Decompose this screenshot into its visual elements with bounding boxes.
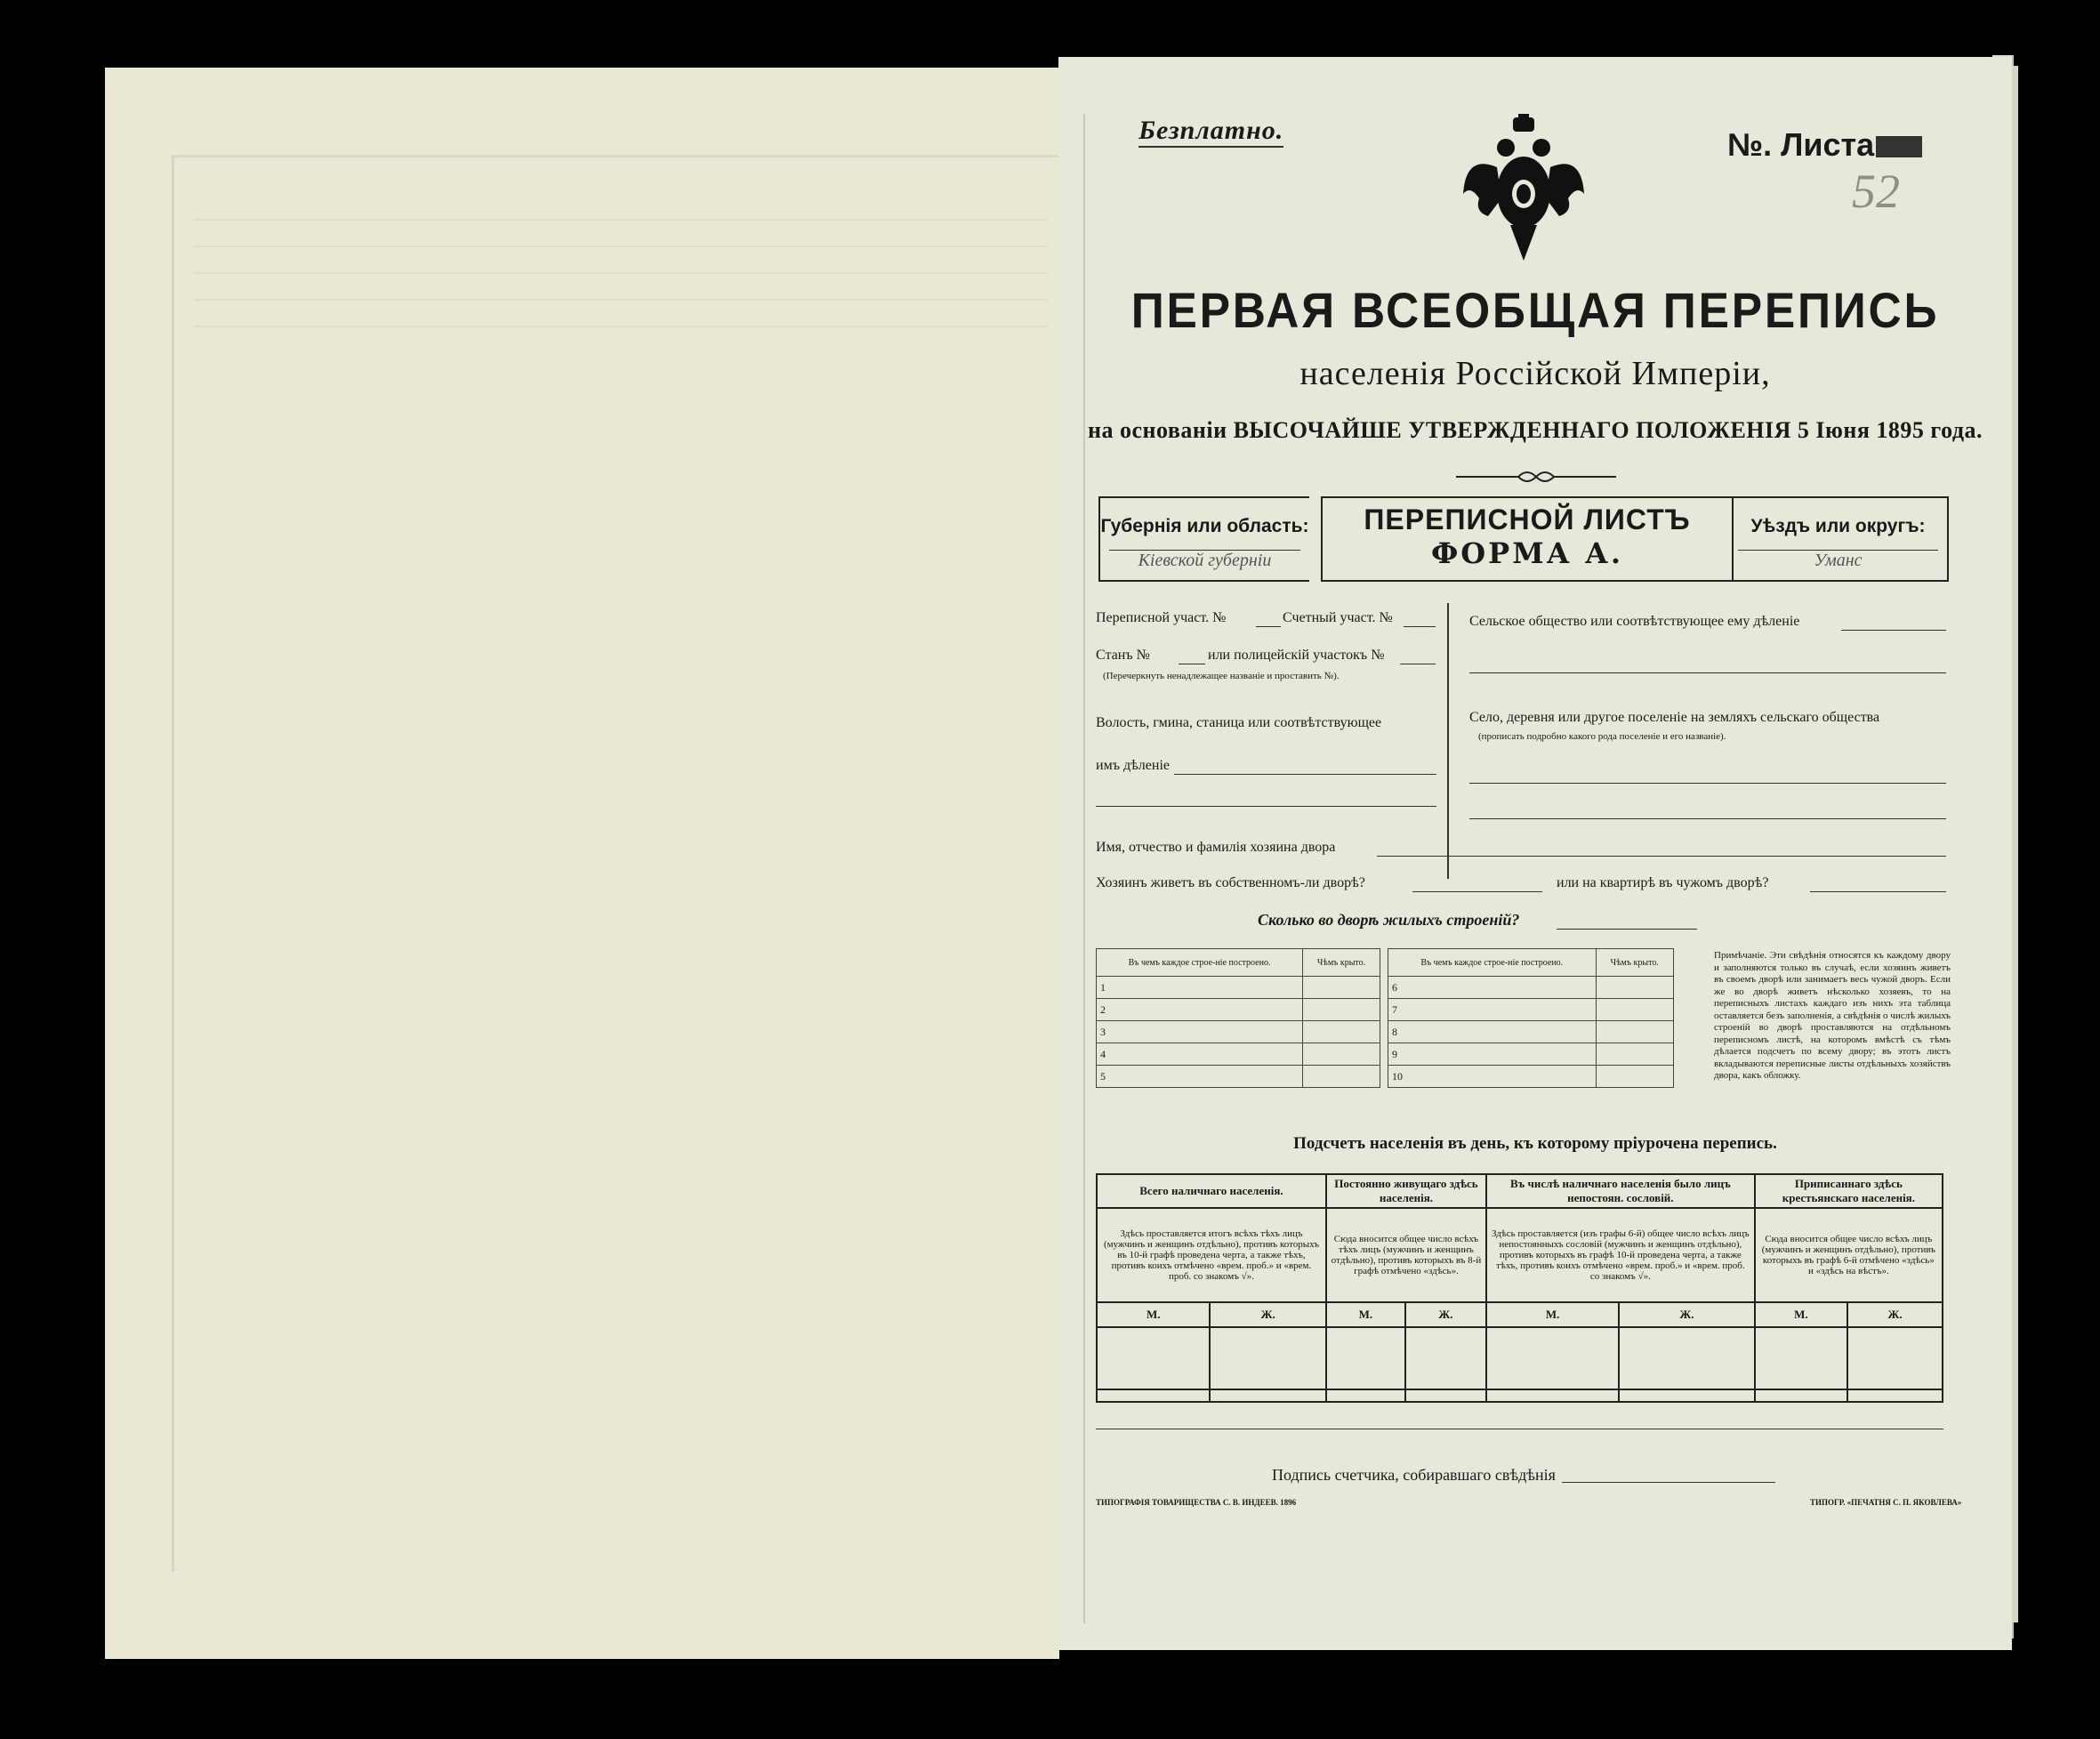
buildings-question: Сколько во дворѣ жилыхъ строеній? bbox=[1258, 911, 1520, 929]
fields-vertical-divider bbox=[1447, 603, 1449, 879]
left-page-bleedthrough bbox=[194, 210, 1048, 352]
buildings-col-material: Въ чемъ каждое строе-ніе построено. bbox=[1388, 949, 1597, 977]
census-decree-line: на основаніи ВЫСОЧАЙШЕ УТВЕРЖДЕННАГО ПОЛОЖЕНІЯ 5 Іюня 1895 года. bbox=[1088, 417, 1983, 443]
volost-label: Волость, гмина, станица или соотвѣтствующее bbox=[1096, 715, 1382, 730]
imprint-left: ТИПОГРАФІЯ ТОВАРИЩЕСТВА С. В. ИНДЕЕВ. 1896 bbox=[1096, 1498, 1297, 1507]
census-subtitle: населенія Россійской Имперіи, bbox=[1299, 355, 1771, 392]
count-col-desc-3: Здѣсь проставляется (изъ графы 6-й) общее число всѣхъ лицъ непостоянныхъ сословій (мужчинъ и женщинъ отдѣльно), противъ которыхъ въ графѣ 10-й проведена черта, а также тѣхъ, противъ коихъ отмѣчено «врем. проб.» и «врем. проб. со знакомъ √». bbox=[1486, 1208, 1755, 1302]
perepis-uchastok-label: Переписной участ. № bbox=[1096, 610, 1227, 625]
count-col-head-1: Всего наличнаго населенія. bbox=[1097, 1174, 1326, 1208]
owner-own-yard-line bbox=[1412, 891, 1542, 892]
row-number: 4 bbox=[1097, 1043, 1303, 1066]
list-number-label bbox=[1727, 126, 1922, 164]
female-col-1: Ж. bbox=[1210, 1302, 1325, 1327]
selskoe-line-2 bbox=[1469, 672, 1946, 673]
gubernia-box bbox=[1098, 496, 1309, 582]
owner-name-line bbox=[1377, 856, 1946, 857]
row-number: 5 bbox=[1097, 1066, 1303, 1088]
stan-note: (Перечеркнуть ненадлежащее названіе и проставить №). bbox=[1103, 671, 1340, 681]
count-col-desc-4: Сюда вносится общее число всѣхъ лицъ (мужчинъ и женщинъ отдѣльно), противъ которыхъ въ графѣ 6-й отмѣчено «здѣсь» и «здѣсь на вѣстъ». bbox=[1755, 1208, 1943, 1302]
table-row bbox=[1388, 977, 1674, 999]
selo-label: Село, деревня или другое поселеніе на земляхъ сельскаго общества bbox=[1469, 710, 1880, 725]
left-page bbox=[105, 68, 1059, 1659]
row-number: 6 bbox=[1388, 977, 1597, 999]
row-number: 3 bbox=[1097, 1021, 1303, 1043]
selskoe-line-1 bbox=[1841, 630, 1946, 631]
free-label: Безплатно. bbox=[1139, 116, 1283, 148]
census-form-page bbox=[1058, 57, 2012, 1650]
owner-rent-line bbox=[1810, 891, 1946, 892]
volost-line-1 bbox=[1174, 774, 1436, 775]
table-row bbox=[1097, 1066, 1380, 1088]
count-col-desc-2: Сюда вносится общее число всѣхъ тѣхъ лицъ (мужчинъ и женщинъ отдѣльно), противъ которыхъ въ 8-й графѣ отмѣчено «здѣсь». bbox=[1326, 1208, 1486, 1302]
count-col-head-2: Постоянно живущаго здѣсь населенія. bbox=[1326, 1174, 1486, 1208]
male-col-3: М. bbox=[1486, 1302, 1619, 1327]
uezd-label: Уѣздъ или округъ: bbox=[1750, 516, 1926, 536]
schetny-uchastok-line bbox=[1404, 626, 1436, 627]
list-number-text: №. Листа bbox=[1727, 126, 1875, 163]
side-note: Примѣчаніе. Эти свѣдѣнія относятся къ каждому двору и заполняются только въ случаѣ, если хозяинъ живетъ въ своемъ дворѣ или занимаетъ весь чужой дворъ. Если же во дворѣ живетъ нѣсколько хозяевъ, то на переписныхъ листахъ каждаго изъ нихъ эта таблица оставляется безъ заполненія, а свѣдѣнія о числѣ жилыхъ строеній во дворѣ проставляются на отдѣльномъ переписномъ листѣ, на которомъ вмѣстѣ съ тѣмъ дѣлается подсчетъ по всему двору; въ этотъ листъ вкладываются переписные листы отдѣльныхъ хозяйствъ двора, какъ обложку. bbox=[1714, 950, 1951, 1081]
row-number: 10 bbox=[1388, 1066, 1597, 1088]
table-row bbox=[1388, 1043, 1674, 1066]
signature-line bbox=[1562, 1482, 1775, 1483]
buildings-col-roof: Чѣмъ крыто. bbox=[1596, 949, 1673, 977]
count-col-head-3: Въ числѣ наличнаго населенія было лицъ непостоян. сословій. bbox=[1486, 1174, 1755, 1208]
form-title: ПЕРЕПИСНОЙ ЛИСТЪ bbox=[1364, 503, 1691, 535]
table-row bbox=[1097, 999, 1380, 1021]
row-number: 7 bbox=[1388, 999, 1597, 1021]
stan-label: Станъ № bbox=[1096, 648, 1150, 663]
female-col-4: Ж. bbox=[1847, 1302, 1943, 1327]
row-number: 9 bbox=[1388, 1043, 1597, 1066]
row-number: 2 bbox=[1097, 999, 1303, 1021]
selskoe-label: Сельское общество или соотвѣтствующее ему дѣленіе bbox=[1469, 614, 1800, 629]
selo-note: (прописать подробно какого рода поселеніе и его названіе). bbox=[1478, 731, 1726, 742]
list-number-blackout bbox=[1876, 136, 1922, 157]
form-title-box bbox=[1321, 496, 1734, 582]
male-col-1: М. bbox=[1097, 1302, 1210, 1327]
imperial-eagle-emblem bbox=[1461, 114, 1586, 265]
handwritten-number: 52 bbox=[1852, 165, 1900, 218]
volost-line-2 bbox=[1096, 806, 1436, 807]
buildings-table-left bbox=[1096, 948, 1380, 1088]
owner-name-label: Имя, отчество и фамилія хозяина двора bbox=[1096, 840, 1336, 855]
count-col-desc-1: Здѣсь проставляется итогъ всѣхъ тѣхъ лицъ (мужчинъ и женщинъ отдѣльно), противъ которыхъ въ 10-й графѣ проведена черта, а также тѣхъ, противъ коихъ отмѣчено «врем. проб.» и «врем. проб. со знакомъ √». bbox=[1097, 1208, 1326, 1302]
signature-label: Подпись счетчика, собиравшаго свѣдѣнія bbox=[1272, 1466, 1556, 1484]
buildings-line bbox=[1557, 929, 1697, 930]
table-row bbox=[1097, 1043, 1380, 1066]
table-row bbox=[1388, 1066, 1674, 1088]
male-col-4: М. bbox=[1755, 1302, 1847, 1327]
perepis-uchastok-line bbox=[1256, 626, 1281, 627]
buildings-table-right bbox=[1388, 948, 1674, 1088]
owner-own-yard-label: Хозяинъ живетъ въ собственномъ-ли дворѣ? bbox=[1096, 875, 1365, 890]
buildings-col-roof: Чѣмъ крыто. bbox=[1303, 949, 1380, 977]
ornament-divider bbox=[1456, 466, 1616, 487]
gubernia-label: Губернія или область: bbox=[1100, 516, 1309, 536]
gubernia-value: Кіевской губерніи bbox=[1109, 550, 1300, 571]
female-col-2: Ж. bbox=[1405, 1302, 1486, 1327]
uezd-value: Уманс bbox=[1738, 550, 1938, 571]
politseisky-label: или полицейскій участокъ № bbox=[1208, 648, 1385, 663]
imprint-right: ТИПОГР. «ПЕЧАТНЯ С. П. ЯКОВЛЕВА» bbox=[1810, 1498, 1962, 1507]
buildings-col-material: Въ чемъ каждое строе-ніе построено. bbox=[1097, 949, 1303, 977]
count-col-head-4: Приписаннаго здѣсь крестьянскаго населенія. bbox=[1755, 1174, 1943, 1208]
selo-line-1 bbox=[1469, 783, 1946, 784]
form-name: ФОРМА А. bbox=[1430, 536, 1624, 570]
left-page-frame bbox=[172, 155, 1064, 1572]
row-number: 8 bbox=[1388, 1021, 1597, 1043]
census-title: ПЕРВАЯ ВСЕОБЩАЯ ПЕРЕПИСЬ bbox=[1130, 282, 1940, 338]
count-heading: Подсчетъ населенія въ день, къ которому пріурочена перепись. bbox=[1293, 1134, 1777, 1153]
table-row bbox=[1388, 999, 1674, 1021]
selo-line-2 bbox=[1469, 818, 1946, 819]
table-row bbox=[1388, 1021, 1674, 1043]
male-col-2: М. bbox=[1326, 1302, 1405, 1327]
uezd-box bbox=[1729, 496, 1949, 582]
female-col-3: Ж. bbox=[1619, 1302, 1755, 1327]
owner-rent-label: или на квартирѣ въ чужомъ дворѣ? bbox=[1557, 875, 1769, 890]
table-row bbox=[1097, 1021, 1380, 1043]
row-number: 1 bbox=[1097, 977, 1303, 999]
schetny-uchastok-label: Счетный участ. № bbox=[1283, 610, 1393, 625]
volost-delenie-label: имъ дѣленіе bbox=[1096, 758, 1170, 773]
population-count-table bbox=[1096, 1173, 1943, 1403]
table-row bbox=[1097, 977, 1380, 999]
